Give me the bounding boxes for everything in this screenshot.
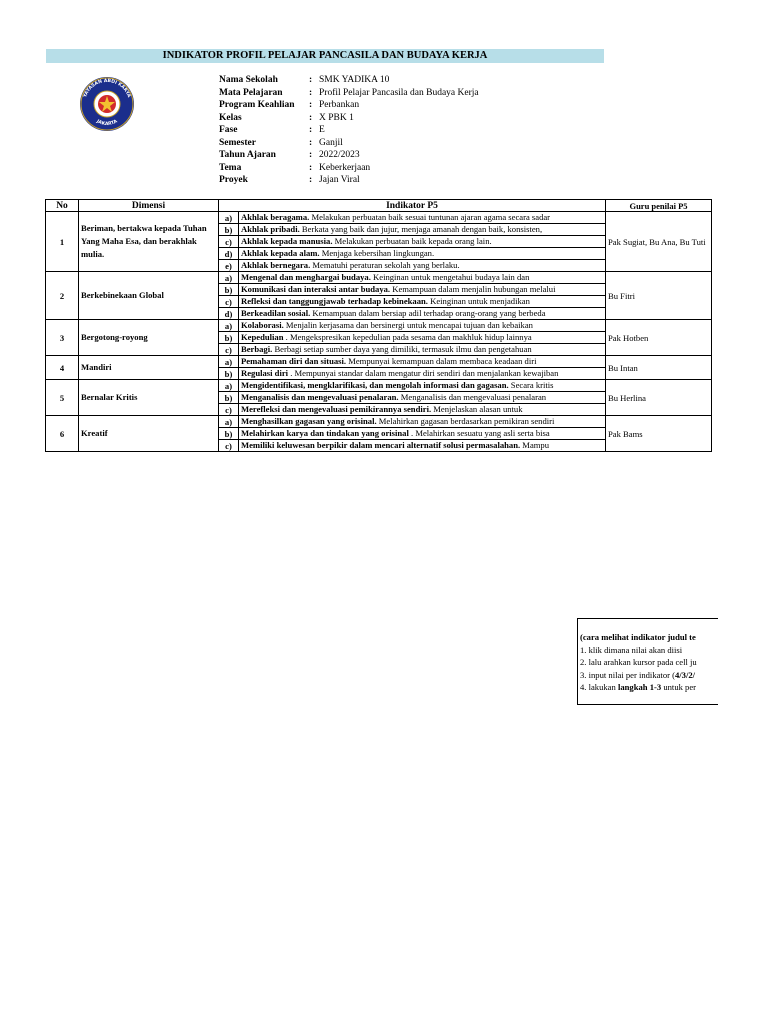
- indicator-desc: Melahirkan gagasan berdasarkan pemikiran sendiri: [378, 416, 555, 426]
- table-row: [46, 272, 712, 284]
- indicator-letter: a): [219, 272, 239, 284]
- svg-text:YAYASAN ABDI KARYA: YAYASAN ABDI KARYA: [83, 78, 131, 99]
- row-number: 6: [46, 416, 79, 452]
- info-value: Keberkerjaan: [319, 162, 371, 173]
- guru-cell: Pak Sugiat, Bu Ana, Bu Tuti: [606, 212, 712, 272]
- info-row: [219, 124, 479, 137]
- info-label: Nama Sekolah: [219, 75, 278, 85]
- info-label: Fase: [219, 125, 238, 135]
- info-value: SMK YADIKA 10: [319, 75, 390, 85]
- guru-cell: Pak Hotben: [606, 320, 712, 356]
- indicator-title: Mengenal dan menghargai budaya.: [241, 272, 371, 282]
- info-label: Mata Pelajaran: [219, 87, 283, 98]
- indicator-title: Mengidentifikasi, mengklarifikasi, dan mengolah informasi dan gagasan.: [241, 380, 509, 390]
- indicator-letter: c): [219, 344, 239, 356]
- info-colon: :: [309, 125, 313, 135]
- info-label: Semester: [219, 137, 256, 148]
- indicator-title: Pemahaman diri dan situasi.: [241, 356, 347, 366]
- table-row: [46, 380, 712, 392]
- indicator-title: Menganalisis dan mengevaluasi penalaran.: [241, 392, 399, 402]
- info-colon: :: [309, 87, 313, 98]
- table-header-row: [46, 200, 712, 212]
- indicator-title: Refleksi dan tanggungjawab terhadap kebinekaan.: [241, 296, 428, 306]
- info-colon: :: [309, 137, 313, 148]
- indicator-letter: b): [219, 284, 239, 296]
- info-row: [219, 87, 479, 100]
- info-row: [219, 112, 479, 125]
- indicator-cell: [239, 356, 606, 368]
- table-row: [46, 320, 712, 332]
- indicator-cell: [239, 320, 606, 332]
- info-label: Tema: [219, 162, 242, 173]
- indicator-cell: [239, 428, 606, 440]
- row-number: 4: [46, 356, 79, 380]
- info-value: 2022/2023: [319, 150, 360, 160]
- indicator-cell: [239, 296, 606, 308]
- indicator-title: Kepedulian: [241, 332, 284, 342]
- indicator-desc: Menjelaskan alasan untuk: [433, 404, 523, 414]
- school-logo-icon: [72, 76, 142, 132]
- guru-cell: Bu Intan: [606, 356, 712, 380]
- help-step-2: 2. lalu arahkan kursor pada cell ju: [580, 657, 697, 667]
- row-number: 2: [46, 272, 79, 320]
- info-value: Profil Pelajar Pancasila dan Budaya Kerja: [319, 87, 479, 98]
- page-title: INDIKATOR PROFIL PELAJAR PANCASILA DAN BUDAYA KERJA: [46, 49, 604, 63]
- header-dimensi: Dimensi: [79, 200, 219, 212]
- indicator-cell: [239, 368, 606, 380]
- help-step-3: 3. input nilai per indikator (4/3/2/: [580, 669, 696, 680]
- info-row: [219, 74, 479, 87]
- help-step-4: 4. lakukan langkah 1-3 untuk per: [580, 682, 697, 692]
- indicator-title: Melahirkan karya dan tindakan yang orisinal: [241, 428, 409, 438]
- indicator-desc: Mematuhi peraturan sekolah yang berlaku.: [312, 260, 460, 270]
- row-number: 3: [46, 320, 79, 356]
- school-info: [219, 74, 479, 187]
- info-colon: :: [309, 150, 313, 160]
- indicator-desc: Mempunyai kemampuan dalam membaca keadaan diri: [348, 356, 537, 366]
- svg-text:JAKARTA: JAKARTA: [95, 119, 119, 128]
- help-box: [577, 618, 718, 705]
- indicator-letter: b): [219, 368, 239, 380]
- indicator-title: Akhlak beragama.: [241, 212, 310, 222]
- indicator-title: Berkeadilan sosial.: [241, 308, 311, 318]
- info-label: Tahun Ajaran: [219, 150, 276, 160]
- indicator-title: Berbagi.: [241, 344, 273, 354]
- guru-cell: Bu Fitri: [606, 272, 712, 320]
- indicator-letter: b): [219, 392, 239, 404]
- indicator-cell: [239, 212, 606, 224]
- indicator-letter: a): [219, 212, 239, 224]
- header-guru: Guru penilai P5: [606, 200, 712, 212]
- indicator-title: Akhlak kepada manusia.: [241, 236, 333, 246]
- info-value: X PBK 1: [319, 112, 354, 123]
- indicator-desc: . Mengekspresikan kepedulian pada sesama dan makhluk hidup lainnya: [285, 332, 532, 342]
- info-label: Kelas: [219, 112, 242, 123]
- indicator-cell: [239, 344, 606, 356]
- info-value: E: [319, 125, 325, 135]
- info-colon: :: [309, 162, 313, 173]
- indicator-desc: Keinginan untuk mengetahui budaya lain dan: [373, 272, 530, 282]
- school-logo: [72, 76, 142, 132]
- indicator-letter: c): [219, 236, 239, 248]
- indicator-letter: a): [219, 416, 239, 428]
- indicator-letter: b): [219, 428, 239, 440]
- indicator-letter: b): [219, 224, 239, 236]
- dimensi-cell: Mandiri: [79, 356, 219, 380]
- indicator-title: Akhlak pribadi.: [241, 224, 300, 234]
- indicator-cell: [239, 248, 606, 260]
- info-label: Program Keahlian: [219, 100, 295, 110]
- dimensi-cell: Berkebinekaan Global: [79, 272, 219, 320]
- indicator-desc: Mampu: [522, 440, 550, 450]
- dimensi-cell: Bernalar Kritis: [79, 380, 219, 416]
- indicator-desc: Melakukan perbuatan baik sesuai tuntunan ajaran agama secara sadar: [311, 212, 551, 222]
- dimensi-cell: Beriman, bertakwa kepada Tuhan Yang Maha Esa, dan berakhlak mulia.: [79, 212, 219, 272]
- indicator-title: Akhlak bernegara.: [241, 260, 311, 270]
- indicator-title: Kolaborasi.: [241, 320, 284, 330]
- indicator-letter: d): [219, 308, 239, 320]
- indicator-desc: Berbagi setiap sumber daya yang dimiliki, termasuk ilmu dan pengetahuan: [274, 344, 532, 354]
- indicator-cell: [239, 308, 606, 320]
- indicator-desc: Kemampuan dalam bersiap adil terhadap orang-orang yang berbeda: [312, 308, 546, 318]
- guru-cell: Pak Bams: [606, 416, 712, 452]
- indicator-cell: [239, 236, 606, 248]
- indicator-desc: Menjalin kerjasama dan bersinergi untuk mencapai tujuan dan kebaikan: [285, 320, 533, 330]
- table-row: [46, 212, 712, 224]
- indicator-desc: Melakukan perbuatan baik kepada orang lain.: [334, 236, 492, 246]
- indicator-letter: b): [219, 332, 239, 344]
- indicator-letter: e): [219, 260, 239, 272]
- info-row: [219, 174, 479, 187]
- indicator-cell: [239, 440, 606, 452]
- help-step-1: 1. klik dimana nilai akan diisi: [580, 644, 683, 655]
- indicator-letter: a): [219, 320, 239, 332]
- table-row: [46, 356, 712, 368]
- indicator-cell: [239, 224, 606, 236]
- info-colon: :: [309, 75, 313, 85]
- indicator-title: Regulasi diri: [241, 368, 289, 378]
- indicator-cell: [239, 416, 606, 428]
- indicator-title: Komunikasi dan interaksi antar budaya.: [241, 284, 391, 294]
- table-row: [46, 416, 712, 428]
- indicator-desc: Keinginan untuk menjadikan: [430, 296, 530, 306]
- indicator-letter: d): [219, 248, 239, 260]
- indicator-cell: [239, 332, 606, 344]
- indicator-cell: [239, 380, 606, 392]
- info-colon: :: [309, 175, 313, 185]
- indicator-letter: c): [219, 296, 239, 308]
- help-title: (cara melihat indikator judul te: [580, 632, 696, 642]
- row-number: 5: [46, 380, 79, 416]
- indicator-cell: [239, 260, 606, 272]
- indicator-desc: Secara kritis: [510, 380, 554, 390]
- indicator-cell: [239, 284, 606, 296]
- info-row: [219, 162, 479, 175]
- indicator-cell: [239, 404, 606, 416]
- info-row: [219, 99, 479, 112]
- indicator-letter: c): [219, 440, 239, 452]
- indicator-desc: . Melahirkan sesuatu yang asli serta bisa: [411, 428, 550, 438]
- indicator-desc: Menganalisis dan mengevaluasi penalaran: [400, 392, 547, 402]
- dimensi-cell: Bergotong-royong: [79, 320, 219, 356]
- info-label: Proyek: [219, 175, 248, 185]
- indicator-letter: c): [219, 404, 239, 416]
- row-number: 1: [46, 212, 79, 272]
- indicator-title: Menghasilkan gagasan yang orisinal.: [241, 416, 377, 426]
- indicator-cell: [239, 392, 606, 404]
- info-colon: :: [309, 112, 313, 123]
- indicator-cell: [239, 272, 606, 284]
- indicator-title: Akhlak kepada alam.: [241, 248, 320, 258]
- indicator-letter: a): [219, 356, 239, 368]
- indicator-title: Merefleksi dan mengevaluasi pemikirannya sendiri.: [241, 404, 432, 414]
- guru-cell: Bu Herlina: [606, 380, 712, 416]
- dimensi-cell: Kreatif: [79, 416, 219, 452]
- info-value: Ganjil: [319, 137, 343, 148]
- info-colon: :: [309, 100, 313, 110]
- indikator-table: [45, 199, 712, 452]
- indicator-desc: Menjaga kebersihan lingkungan.: [321, 248, 435, 258]
- info-row: [219, 137, 479, 150]
- header-no: No: [46, 200, 79, 212]
- indicator-desc: . Mempunyai standar dalam mengatur diri sendiri dan menjalankan kewajiban: [290, 368, 559, 378]
- info-value: Jajan Viral: [319, 175, 360, 185]
- indicator-title: Memiliki keluwesan berpikir dalam mencari alternatif solusi permasalahan.: [241, 440, 521, 450]
- info-row: [219, 149, 479, 162]
- indicator-desc: Kemampuan dalam menjalin hubungan melalui: [392, 284, 556, 294]
- indicator-letter: a): [219, 380, 239, 392]
- indicator-desc: Berkata yang baik dan jujur, menjaga amanah dengan baik, konsisten,: [301, 224, 543, 234]
- info-value: Perbankan: [319, 100, 360, 110]
- header-indikator: Indikator P5: [219, 200, 606, 212]
